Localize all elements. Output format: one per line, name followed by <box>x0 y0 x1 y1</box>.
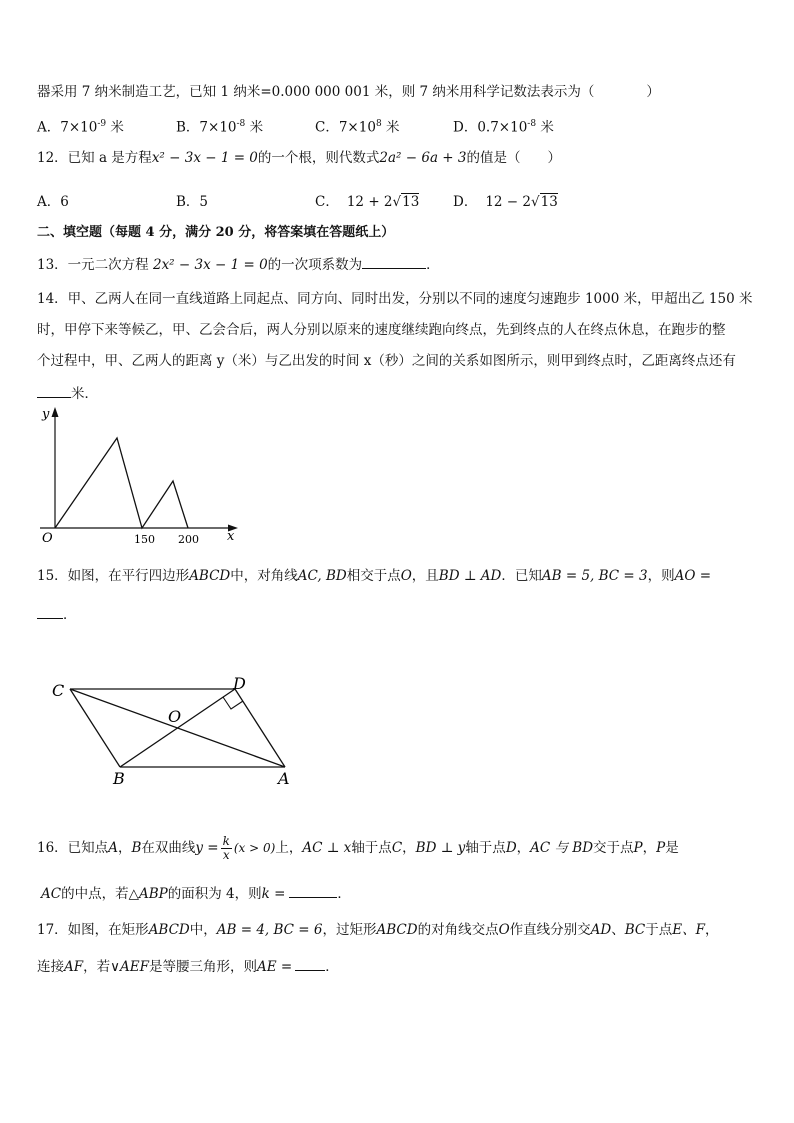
q15-text: ，且 <box>411 568 439 584</box>
x-tick-label: 150 <box>134 533 155 546</box>
side-bc <box>70 689 120 767</box>
q14-line-1: 14．甲、乙两人在同一直线道路上同起点、同方向、同时出发，分别以不同的速度匀速跑步 1000 米，甲超出乙 150 米 <box>37 291 753 307</box>
q11-option-a <box>37 114 124 138</box>
q15-text: ．已知 <box>501 568 542 584</box>
q17-text: 中， <box>189 922 217 938</box>
q12-text: 12．已知 a 是方程 <box>37 150 152 166</box>
q12-option-c <box>315 192 419 212</box>
q12-text: 的值是（ ） <box>466 150 561 166</box>
q14-end: 米． <box>71 386 98 402</box>
q16-math: C <box>391 840 403 856</box>
point-label-o: O <box>168 707 182 726</box>
q16-line-2 <box>37 883 764 904</box>
q16-text: ， <box>642 840 657 856</box>
q17-text: 于点 <box>645 922 673 938</box>
q17-text: ，过矩形 <box>322 922 377 938</box>
q11-stem <box>37 82 764 102</box>
q16-math: AC ⊥ x <box>302 840 352 856</box>
q17-math: AF <box>64 959 84 975</box>
distance-time-graph <box>30 404 245 549</box>
q17-math: E、F <box>672 922 705 938</box>
q17-text: 、 <box>611 922 625 938</box>
q15-math: AO = <box>674 568 712 584</box>
q17-text: ， <box>704 922 719 938</box>
q17-end: ． <box>325 959 339 975</box>
q11-stem-start: 器采用 7 纳米制造工艺，已知 1 纳米=0.000 000 001 米，则 7 纳米用科学记数法表示为（ <box>37 84 595 100</box>
answer-blank[interactable] <box>289 883 337 898</box>
q16-math: D <box>505 840 517 856</box>
q17-math: O <box>498 922 510 938</box>
option-value: 7×10 <box>338 119 376 136</box>
origin-label: O <box>42 531 53 546</box>
q17-stem <box>37 920 764 940</box>
option-exponent: 8 <box>375 119 382 129</box>
q11-option-d <box>453 114 554 138</box>
option-value: 5 <box>199 194 209 210</box>
y-axis-label: y <box>42 407 50 422</box>
q17-text: 连接 <box>37 959 64 975</box>
q17-line-2 <box>37 956 764 977</box>
fraction-numerator: k <box>222 834 230 848</box>
q12-option-a <box>37 192 69 212</box>
q16-text: 的中点，若 <box>61 886 129 902</box>
parallelogram-figure <box>40 672 310 792</box>
section-title: 二、填空题（每题 4 分，满分 20 分，将答案填在答题纸上） <box>37 225 395 240</box>
q15-math: ABCD <box>189 568 231 584</box>
x-axis-label: x <box>227 529 235 544</box>
q17-text: 的对角线交点 <box>417 922 499 938</box>
q15-math: AC, BD <box>297 568 347 584</box>
q17-text: 是等腰三角形，则 <box>148 959 257 975</box>
option-exponent: -8 <box>236 119 246 129</box>
option-radicand: 13 <box>402 194 420 210</box>
answer-blank[interactable] <box>295 956 325 971</box>
q16-math: k = <box>261 886 286 902</box>
answer-blank[interactable] <box>37 383 71 398</box>
option-unit: 米 <box>245 119 264 136</box>
q16-text: ， <box>516 840 531 856</box>
q16-end: ． <box>337 886 351 902</box>
q15-text: 相交于点 <box>346 568 401 584</box>
q16-math: BD ⊥ y <box>415 840 466 856</box>
option-value: 0.7×10 <box>477 119 528 136</box>
q15-math: AB = 5, BC = 3 <box>541 568 648 584</box>
right-angle-icon <box>223 697 243 709</box>
distance-polyline <box>55 438 188 528</box>
q12-text: 的一个根，则代数式 <box>257 150 380 166</box>
fraction <box>221 835 232 862</box>
fraction-denominator: x <box>222 848 230 862</box>
q17-math: BC <box>624 922 646 938</box>
q16-math: A <box>108 840 118 856</box>
q12-option-d <box>453 192 558 212</box>
option-exponent: -9 <box>97 119 107 129</box>
vertex-label-c: C <box>52 681 65 700</box>
q16-text: 轴于点 <box>465 840 506 856</box>
q16-math: B <box>131 840 142 856</box>
q16-text: 上， <box>275 840 303 856</box>
option-value: 7×10 <box>199 119 237 136</box>
q16-text: 交于点 <box>593 840 634 856</box>
q12-option-b <box>176 192 208 212</box>
q13-end: ． <box>426 257 440 273</box>
q16-math: P <box>633 840 643 856</box>
option-radicand: 13 <box>540 194 558 210</box>
q16-math: y = <box>195 840 219 856</box>
vertex-label-d: D <box>233 674 246 693</box>
vertex-label-b: B <box>113 769 125 788</box>
option-letter: D． <box>453 194 478 210</box>
q17-math: AD <box>590 922 612 938</box>
q11-option-b <box>176 114 263 138</box>
option-letter: A． <box>37 194 61 210</box>
q16-text: 的面积为 4，则 <box>167 886 262 902</box>
q17-math: ABCD <box>148 922 190 938</box>
option-letter: D． <box>453 119 478 136</box>
q16-text: ， <box>117 840 132 856</box>
q14-line-2: 时，甲停下来等候乙，甲、乙会合后，两人分别以原来的速度继续跑向终点，先到终点的人在终点休息，在跑步的整 <box>37 322 726 338</box>
q16-stem <box>37 833 764 863</box>
sqrt-sign-icon: √ <box>392 194 402 210</box>
q16-math: AC <box>41 886 62 902</box>
option-value: 12 + 2 <box>346 194 393 210</box>
q14-line-3: 个过程中，甲、乙两人的距离 y（米）与乙出发的时间 x（秒）之间的关系如图所示，则甲到终点时，乙距离终点还有 <box>37 353 736 369</box>
option-value: 6 <box>60 194 69 210</box>
q13-stem <box>37 254 764 275</box>
sqrt-sign-icon: √ <box>531 194 540 210</box>
q17-math: ABCD <box>376 922 418 938</box>
q15-line-2 <box>37 604 764 625</box>
q16-math: (x > 0) <box>233 841 276 855</box>
q16-text: 16．已知点 <box>37 840 109 856</box>
diagonal-bd <box>120 689 235 767</box>
q16-math: AC 与 BD <box>530 840 594 856</box>
q16-text: 在双曲线 <box>141 840 196 856</box>
q13-text: 的一次项系数为 <box>267 257 363 273</box>
option-unit: 米 <box>536 119 554 136</box>
y-axis-arrow-icon <box>52 407 59 417</box>
q17-math: AB = 4, BC = 6 <box>216 922 323 938</box>
q15-end: ． <box>63 607 77 623</box>
q17-math: ∨AEF <box>110 959 149 975</box>
q11-option-c <box>315 114 399 138</box>
option-value: 7×10 <box>60 119 98 136</box>
q11-stem-end: ） <box>646 84 660 100</box>
option-letter: B． <box>176 119 200 136</box>
option-unit: 米 <box>106 119 124 136</box>
q16-text: 轴于点 <box>351 840 392 856</box>
q16-math: △ABP <box>128 886 168 902</box>
q17-text: 17．如图，在矩形 <box>37 922 149 938</box>
answer-blank[interactable] <box>362 254 426 269</box>
option-exponent: -8 <box>527 119 537 129</box>
x-tick-label: 200 <box>178 533 199 546</box>
q15-text: 中，对角线 <box>230 568 298 584</box>
q17-text: 作直线分别交 <box>509 922 591 938</box>
q15-text: 15．如图，在平行四边形 <box>37 568 190 584</box>
q16-text: ， <box>402 840 416 856</box>
option-letter: A． <box>37 119 61 136</box>
q12-expression: 2a² − 6a + 3 <box>379 150 467 166</box>
q15-text: ，则 <box>647 568 675 584</box>
vertex-label-a: A <box>278 769 290 788</box>
q15-math: BD ⊥ AD <box>438 568 502 584</box>
option-unit: 米 <box>381 119 400 136</box>
q15-stem <box>37 566 764 586</box>
q13-equation: 2x² − 3x − 1 = 0 <box>152 257 268 273</box>
option-letter: C． <box>315 119 339 136</box>
q12-equation: x² − 3x − 1 = 0 <box>151 150 258 166</box>
q16-math: P <box>656 840 666 856</box>
q17-math: AE = <box>256 959 293 975</box>
q13-text: 13．一元二次方程 <box>37 257 153 273</box>
option-letter: C． <box>315 194 339 210</box>
option-value: 12 − 2 <box>485 194 531 210</box>
option-letter: B． <box>176 194 200 210</box>
answer-blank[interactable] <box>37 604 63 619</box>
q14-line-4 <box>37 383 764 404</box>
q16-text: 是 <box>665 840 679 856</box>
q12-stem <box>37 148 764 168</box>
q15-math: O <box>400 568 412 584</box>
q17-text: ，若 <box>83 959 111 975</box>
